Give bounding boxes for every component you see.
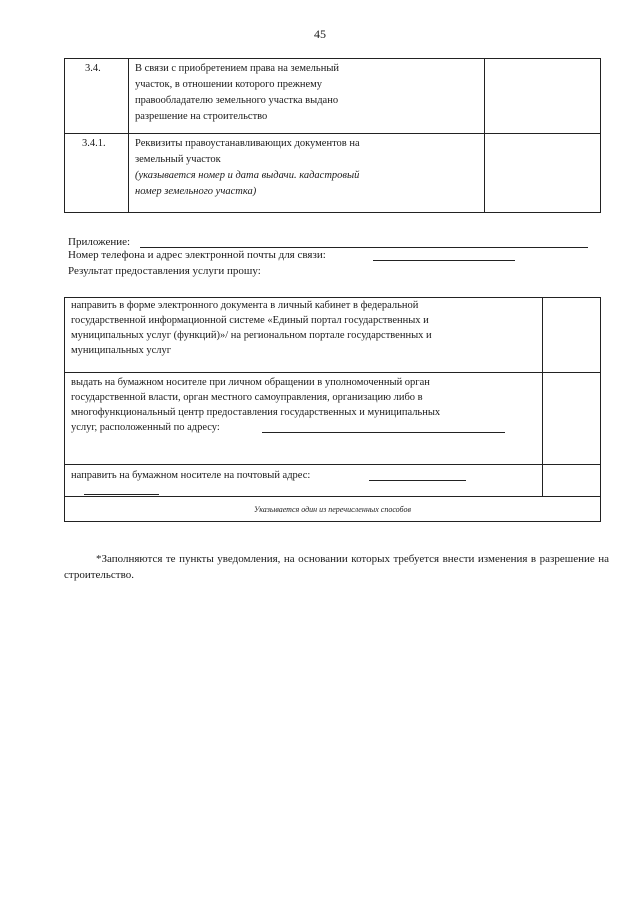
row-number: 3.4. [85, 63, 101, 74]
page-number: 45 [314, 27, 326, 41]
option-electronic: направить в форме электронного документа в личный кабинет в федеральной государственной информационной системе «Единый портал государственных и муниципальных услуг (функций)»/ на региональном портале государственных и муниципальных услуг [71, 300, 432, 356]
postal-address-field-continued[interactable] [84, 494, 159, 495]
selection-note: Указывается один из перечисленных способов [254, 505, 411, 514]
row-number: 3.4.1. [82, 138, 106, 149]
option-paper-in-person: выдать на бумажном носителе при личном обращении в уполномоченный орган государственной власти, орган местного самоуправления, организацию либо в многофункциональный центр предоставления государственных и муниципальных услуг, расположенный по адресу: [71, 377, 441, 433]
result-table [64, 297, 601, 522]
footnote: *Заполняются те пункты уведомления, на основании которых требуется внести изменения в разрешение на строительство. [64, 553, 609, 581]
contact-field[interactable] [373, 260, 515, 261]
row-text: В связи с приобретением права на земельный участок, в отношении которого прежнему правообладателю земельного участка выдано разрешение на строительство [135, 63, 339, 122]
row-text: Реквизиты правоустанавливающих документов на земельный участок (указывается номер и дата выдачи. кадастровый номер земельного участка) [135, 138, 360, 197]
option-paper-mail: направить на бумажном носителе на почтовый адрес: [71, 470, 311, 481]
postal-address-field[interactable] [369, 480, 466, 481]
section-table [64, 58, 601, 213]
attachment-label: Приложение: [68, 236, 131, 248]
address-field[interactable] [262, 432, 505, 433]
attachment-field[interactable] [140, 247, 588, 248]
result-intro: Результат предоставления услуги прошу: [68, 265, 261, 277]
contact-label: Номер телефона и адрес электронной почты для связи: [68, 249, 326, 261]
